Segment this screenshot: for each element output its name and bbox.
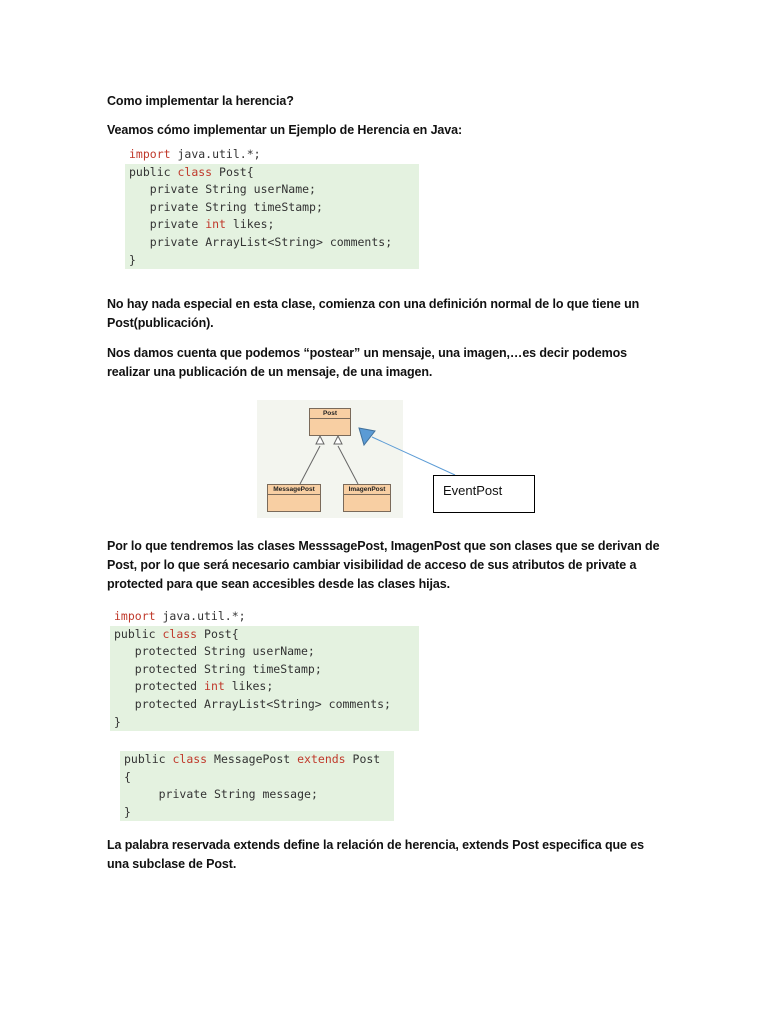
code-block-messagepost	[120, 751, 394, 821]
post-class-box	[309, 408, 351, 436]
code-line: public class MessagePost extends Post	[124, 752, 381, 766]
code-line: protected int likes;	[110, 678, 419, 696]
code-line: private String message;	[158, 787, 318, 802]
paragraph-3: Por lo que tendremos las clases MesssagePost, ImagenPost que son clases que se derivan de Post, por lo que será necesario cambiar visibilidad de acceso de sus atributos de private a protected para que sean accesibles desde las clases hijas.	[107, 539, 660, 591]
code-line: public class Post{	[125, 164, 419, 182]
code-block-private	[125, 146, 419, 269]
code-line: import java.util.*;	[114, 609, 246, 623]
code-line: }	[124, 804, 131, 819]
code-line: import java.util.*;	[129, 147, 261, 161]
code-line: }	[110, 714, 419, 732]
eventpost-box	[433, 475, 535, 513]
paragraph-2: Nos damos cuenta que podemos “postear” un mensaje, una imagen,…es decir podemos realizar una publicación de un mensaje, de una imagen.	[107, 346, 628, 379]
imagenpost-class-label: ImagenPost	[344, 485, 390, 495]
code-line: {	[124, 769, 131, 784]
imagenpost-class-box	[343, 484, 391, 512]
post-class-label: Post	[310, 409, 350, 419]
code-line: private String userName;	[125, 181, 419, 199]
eventpost-label: EventPost	[443, 483, 503, 498]
uml-diagram	[257, 400, 403, 518]
code-line: private int likes;	[125, 216, 419, 234]
messagepost-class-box	[267, 484, 321, 512]
paragraph-1: No hay nada especial en esta clase, comienza con una definición normal de lo que tiene un Post(publicación).	[107, 297, 640, 330]
code-line: protected String timeStamp;	[110, 661, 419, 679]
code-line: private String timeStamp;	[125, 199, 419, 217]
paragraph-4: La palabra reservada extends define la relación de herencia, extends Post especifica que es una subclase de Post.	[107, 838, 644, 871]
code-line: private ArrayList<String> comments;	[125, 234, 419, 252]
intro-text: Veamos cómo implementar un Ejemplo de Herencia en Java:	[107, 123, 463, 137]
messagepost-class-label: MessagePost	[268, 485, 320, 495]
code-line: protected String userName;	[110, 643, 419, 661]
code-block-protected	[110, 608, 419, 731]
code-line: protected ArrayList<String> comments;	[110, 696, 419, 714]
page-heading: Como implementar la herencia?	[107, 94, 294, 108]
code-line: public class Post{	[110, 626, 419, 644]
code-line: }	[125, 252, 419, 270]
